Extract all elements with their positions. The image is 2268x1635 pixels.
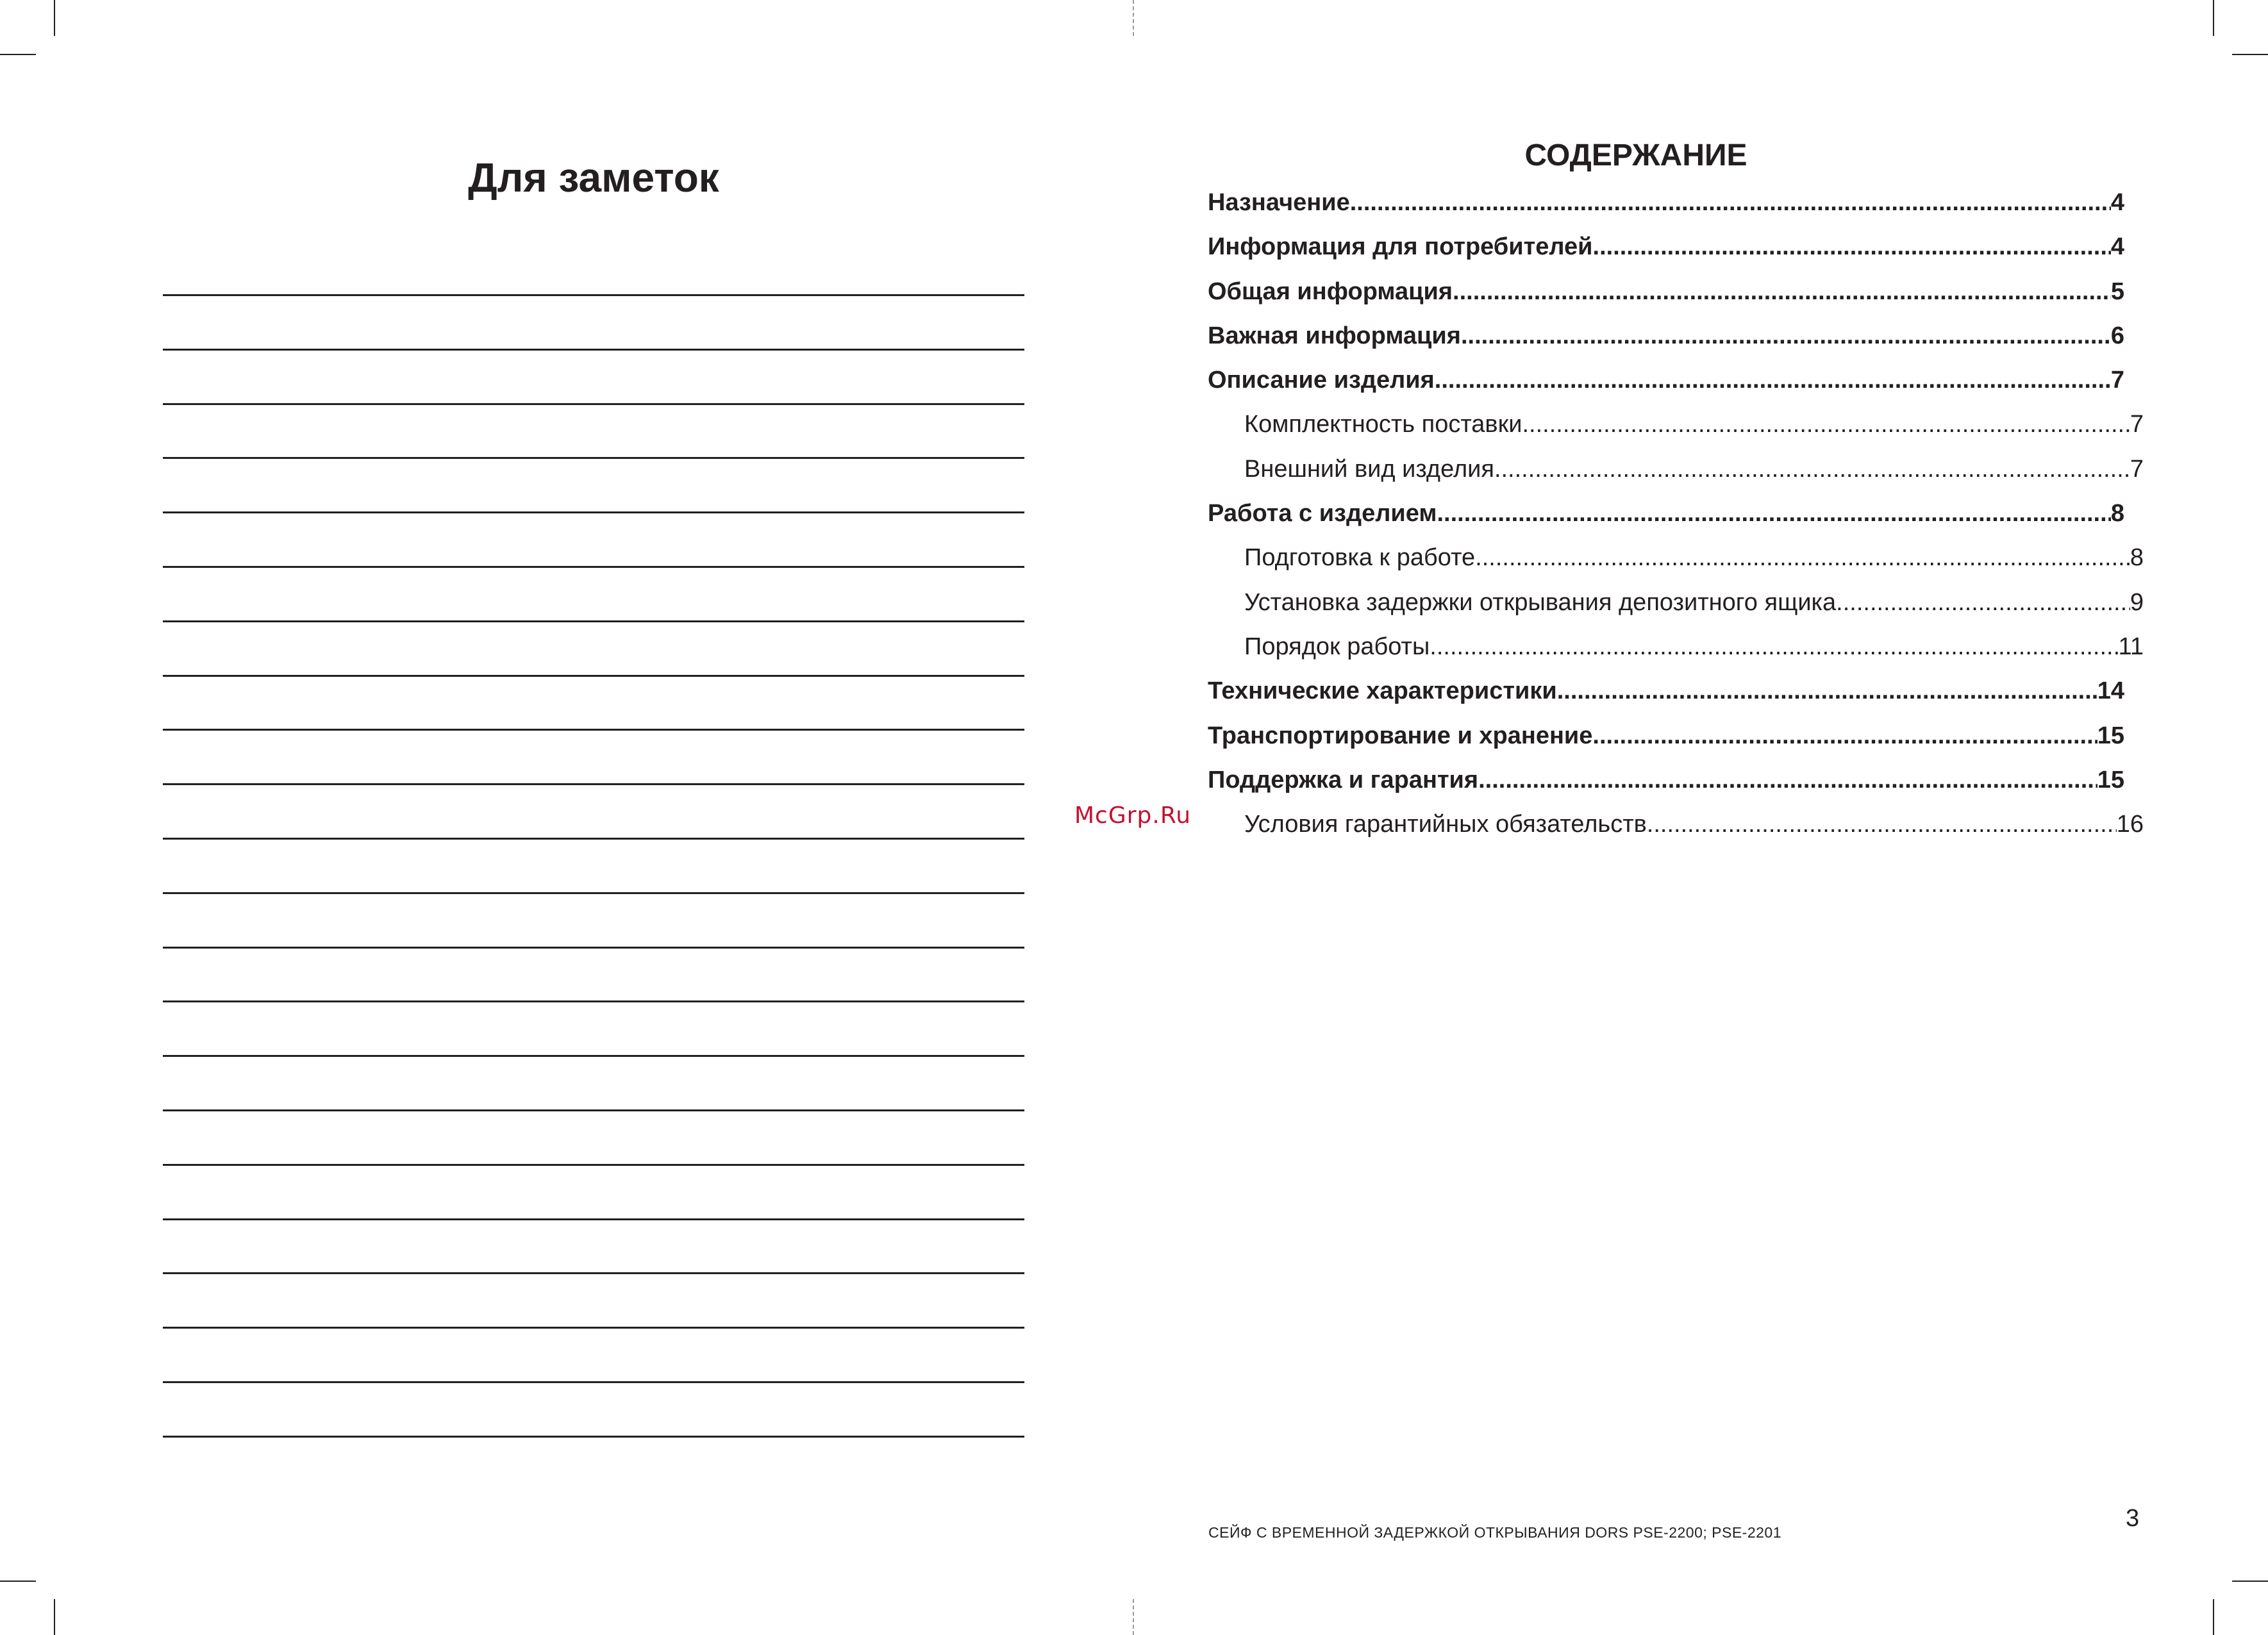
note-line bbox=[163, 1436, 1024, 1490]
toc-entry-page: 11 bbox=[2118, 633, 2144, 660]
toc-entry[interactable] bbox=[1208, 625, 2144, 669]
toc-entry-page: 9 bbox=[2130, 588, 2144, 616]
toc-leader-dots bbox=[1593, 225, 2111, 269]
crop-mark bbox=[2213, 0, 2214, 36]
toc-entry-page: 15 bbox=[2097, 722, 2124, 749]
note-line bbox=[163, 838, 1024, 892]
toc-entry-label: Установка задержки открывания депозитного ящика bbox=[1244, 588, 1837, 616]
toc-leader-dots bbox=[1522, 403, 2130, 447]
toc-list bbox=[1208, 181, 2144, 847]
note-line bbox=[163, 783, 1024, 838]
note-line bbox=[163, 457, 1024, 511]
note-line bbox=[163, 892, 1024, 947]
toc-entry[interactable] bbox=[1208, 358, 2124, 403]
crop-mark bbox=[2232, 1581, 2268, 1582]
toc-entry-label: Комплектность поставки bbox=[1244, 411, 1522, 438]
toc-entry-page: 16 bbox=[2116, 811, 2144, 838]
toc-entry-page: 7 bbox=[2130, 411, 2144, 438]
toc-entry-label: Поддержка и гарантия bbox=[1208, 766, 1479, 793]
toc-entry[interactable] bbox=[1208, 447, 2144, 492]
toc-leader-dots bbox=[1350, 181, 2111, 225]
toc-entry-page: 7 bbox=[2130, 455, 2144, 483]
toc-entry-label: Общая информация bbox=[1208, 278, 1453, 305]
note-line bbox=[163, 620, 1024, 675]
toc-entry-page: 8 bbox=[2110, 500, 2124, 527]
page-footer: СЕЙФ С ВРЕМЕННОЙ ЗАДЕРЖКОЙ ОТКРЫВАНИЯ DORS PSE-2200; PSE-2201 bbox=[1208, 1524, 1782, 1541]
note-line bbox=[163, 1272, 1024, 1327]
note-line bbox=[163, 947, 1024, 1001]
toc-entry[interactable] bbox=[1208, 492, 2124, 536]
page-number: 3 bbox=[2126, 1505, 2140, 1532]
toc-leader-dots bbox=[1494, 447, 2130, 492]
watermark: McGrp.Ru bbox=[1074, 802, 1192, 829]
note-line bbox=[163, 1327, 1024, 1381]
note-line bbox=[163, 511, 1024, 566]
toc-entry[interactable] bbox=[1208, 714, 2124, 758]
crop-mark bbox=[0, 1581, 36, 1582]
notes-title: Для заметок bbox=[468, 154, 719, 201]
toc-entry[interactable] bbox=[1208, 181, 2124, 225]
crop-mark bbox=[54, 1599, 55, 1635]
note-line bbox=[163, 566, 1024, 620]
note-line bbox=[163, 1164, 1024, 1218]
toc-entry[interactable] bbox=[1208, 403, 2144, 447]
toc-entry[interactable] bbox=[1208, 581, 2144, 625]
toc-entry-label: Подготовка к работе bbox=[1244, 544, 1476, 572]
toc-leader-dots bbox=[1453, 270, 2111, 314]
note-line bbox=[163, 1000, 1024, 1055]
note-line bbox=[163, 675, 1024, 729]
toc-entry[interactable] bbox=[1208, 314, 2124, 358]
note-line bbox=[163, 1055, 1024, 1109]
crop-mark bbox=[54, 0, 55, 36]
toc-entry-page: 6 bbox=[2110, 322, 2124, 349]
toc-entry-label: Описание изделия bbox=[1208, 367, 1435, 394]
toc-entry-page: 14 bbox=[2097, 677, 2124, 705]
toc-entry[interactable] bbox=[1208, 225, 2124, 269]
toc-leader-dots bbox=[1592, 714, 2097, 758]
toc-entry-page: 15 bbox=[2097, 766, 2124, 793]
toc-entry[interactable] bbox=[1208, 669, 2124, 713]
toc-entry-label: Технические характеристики bbox=[1208, 677, 1557, 705]
note-line bbox=[163, 349, 1024, 403]
toc-entry[interactable] bbox=[1208, 536, 2144, 580]
toc-title: СОДЕРЖАНИЕ bbox=[1524, 138, 1747, 172]
fold-mark bbox=[1133, 0, 1134, 36]
toc-entry-page: 4 bbox=[2110, 233, 2124, 261]
crop-mark bbox=[2213, 1599, 2214, 1635]
toc-entry-label: Назначение bbox=[1208, 189, 1350, 216]
toc-leader-dots bbox=[1435, 358, 2111, 403]
toc-entry-page: 4 bbox=[2110, 189, 2124, 216]
note-line bbox=[163, 729, 1024, 783]
toc-entry-label: Работа с изделием bbox=[1208, 500, 1437, 527]
toc-entry-label: Порядок работы bbox=[1244, 633, 1430, 660]
crop-mark bbox=[0, 54, 36, 55]
toc-entry[interactable] bbox=[1208, 758, 2124, 802]
fold-mark bbox=[1133, 1599, 1134, 1635]
toc-leader-dots bbox=[1478, 758, 2097, 802]
toc-entry-page: 8 bbox=[2130, 544, 2144, 572]
toc-leader-dots bbox=[1475, 536, 2130, 580]
note-line bbox=[163, 1218, 1024, 1273]
toc-leader-dots bbox=[1461, 314, 2111, 358]
toc-entry-label: Внешний вид изделия bbox=[1244, 455, 1494, 483]
toc-leader-dots bbox=[1437, 492, 2110, 536]
crop-mark bbox=[2232, 54, 2268, 55]
toc-entry[interactable] bbox=[1208, 270, 2124, 314]
note-line bbox=[163, 1381, 1024, 1436]
note-line bbox=[163, 403, 1024, 458]
toc-leader-dots bbox=[1557, 669, 2097, 713]
toc-entry-label: Транспортирование и хранение bbox=[1208, 722, 1593, 749]
note-line bbox=[163, 1109, 1024, 1164]
toc-entry-page: 5 bbox=[2110, 278, 2124, 305]
toc-entry[interactable] bbox=[1208, 802, 2144, 847]
toc-leader-dots bbox=[1430, 625, 2118, 669]
toc-entry-label: Информация для потребителей bbox=[1208, 233, 1593, 261]
note-lines bbox=[163, 294, 1024, 1490]
toc-leader-dots bbox=[1836, 581, 2130, 625]
toc-leader-dots bbox=[1647, 802, 2117, 847]
note-line bbox=[163, 294, 1024, 349]
toc-entry-page: 7 bbox=[2110, 367, 2124, 394]
toc-entry-label: Важная информация bbox=[1208, 322, 1461, 349]
toc-entry-label: Условия гарантийных обязательств bbox=[1244, 811, 1647, 838]
